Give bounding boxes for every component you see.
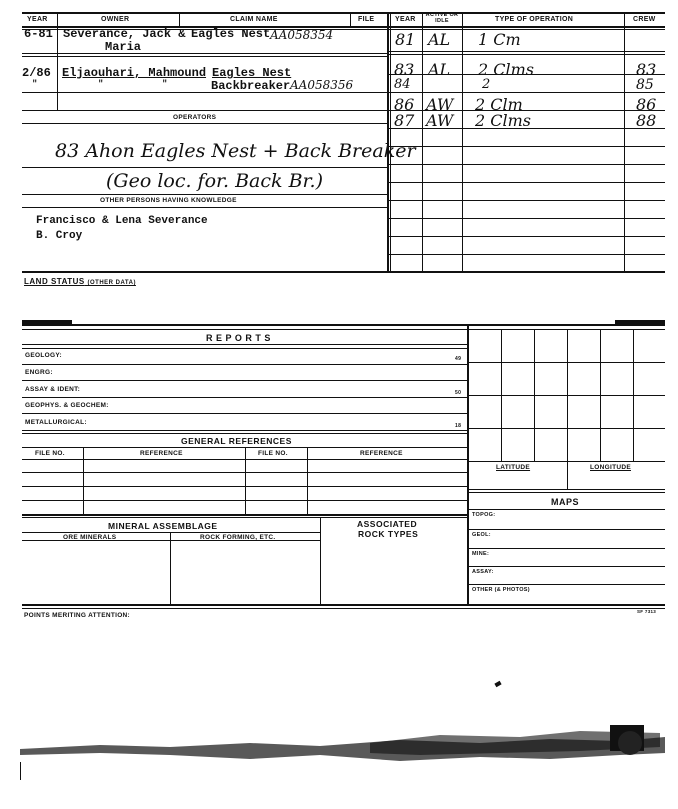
- form-number: SF 7313: [637, 609, 657, 614]
- latitude-label: LATITUDE: [496, 464, 531, 471]
- associated-label: ASSOCIATED: [357, 519, 418, 529]
- owner-row-4-owner-2: ": [162, 79, 168, 89]
- operators-line-1: 83 Ahon Eagles Nest + Back Breaker: [55, 140, 416, 162]
- op-row-1-type: 1 Cm: [478, 30, 521, 49]
- op-row-5-active: AW: [426, 111, 454, 130]
- gr-reference-header-2: REFERENCE: [360, 450, 403, 457]
- maps-topog: TOPOG:: [472, 512, 496, 518]
- op-row-4-active: AW: [426, 95, 454, 114]
- mineral-assemblage-title: MINERAL ASSEMBLAGE: [108, 521, 218, 531]
- header-owner: OWNER: [101, 16, 130, 23]
- op-row-2-active: AL: [428, 60, 451, 79]
- rock-types-label: ROCK TYPES: [358, 529, 419, 539]
- gr-reference-header: REFERENCE: [140, 450, 183, 457]
- report-geology-label: GEOLOGY:: [25, 352, 62, 359]
- op-row-2-year: 83: [394, 60, 415, 79]
- reports-title: R E P O R T S: [206, 333, 271, 343]
- report-metallurgical-label: METALLURGICAL:: [25, 419, 87, 426]
- points-meriting-attention: POINTS MERITING ATTENTION:: [24, 612, 131, 619]
- report-assay-label: ASSAY & IDENT:: [25, 386, 81, 393]
- owner-row-1-file: AA058354: [270, 28, 334, 42]
- header-crew: CREW: [633, 16, 656, 23]
- rock-forming-header: ROCK FORMING, ETC.: [200, 534, 276, 541]
- op-row-4-year: 86: [394, 95, 415, 114]
- owner-row-4-claim: Backbreaker: [211, 79, 291, 93]
- ore-minerals-header: ORE MINERALS: [63, 534, 117, 541]
- owner-row-2-owner: Maria: [105, 40, 142, 54]
- other-persons-line-2: B. Croy: [36, 230, 83, 242]
- general-references-title: GENERAL REFERENCES: [181, 436, 292, 446]
- header-active-idle: ACTIVE OR IDLE: [425, 12, 459, 24]
- owner-row-3-year: 2/86: [22, 66, 51, 80]
- owner-row-4-owner: ": [98, 79, 104, 89]
- op-row-1-active: AL: [428, 30, 451, 49]
- maps-assay: ASSAY:: [472, 569, 494, 575]
- op-row-3-crew: 85: [636, 77, 654, 93]
- operators-label: OPERATORS: [173, 114, 217, 121]
- other-persons-label: OTHER PERSONS HAVING KNOWLEDGE: [100, 197, 237, 204]
- report-engrg-label: ENGRG:: [25, 369, 53, 376]
- report-geology-num: 49: [455, 356, 462, 362]
- header-claim-name: CLAIM NAME: [230, 16, 278, 23]
- operators-line-2: (Geo loc. for. Back Br.): [106, 170, 323, 192]
- report-geophys-label: GEOPHYS. & GEOCHEM:: [25, 402, 109, 409]
- owner-row-1-year: 6-81: [24, 27, 53, 41]
- op-row-5-crew: 88: [636, 111, 657, 130]
- header-type-of-operation: TYPE OF OPERATION: [495, 16, 574, 23]
- land-status-label: LAND STATUS (OTHER DATA): [24, 277, 136, 286]
- gr-file-no-header-2: FILE NO.: [258, 450, 288, 457]
- op-row-5-year: 87: [394, 111, 415, 130]
- maps-mine: MINE:: [472, 551, 490, 557]
- header-file: FILE: [358, 16, 375, 23]
- op-row-5-type: 2 Clms: [475, 111, 532, 130]
- owner-row-1-owner: Severance, Jack &: [63, 27, 186, 41]
- scan-mark: [494, 681, 501, 687]
- maps-geol: GEOL:: [472, 532, 491, 538]
- owner-row-3-owner: Eljaouhari, Mahmound: [62, 66, 207, 80]
- maps-other: OTHER (& PHOTOS): [472, 587, 530, 593]
- longitude-label: LONGITUDE: [590, 464, 631, 471]
- scan-noise-bottom: [20, 725, 665, 770]
- report-metallurgical-num: 18: [455, 423, 462, 429]
- owner-row-4-file: AA058356: [290, 78, 354, 92]
- owner-row-1-claim: Eagles Nest: [191, 27, 271, 41]
- op-row-4-crew: 86: [636, 95, 657, 114]
- op-row-2-crew: 83: [636, 60, 657, 79]
- header-year-2: YEAR: [395, 16, 416, 23]
- owner-row-4-year: ": [32, 79, 38, 89]
- op-row-2-type: 2 Clms: [478, 60, 535, 79]
- header-year: YEAR: [27, 16, 48, 23]
- op-row-4-type: 2 Clm: [475, 95, 523, 114]
- gr-file-no-header: FILE NO.: [35, 450, 65, 457]
- op-row-3-type: 2: [482, 77, 491, 92]
- owner-row-3-claim: Eagles Nest: [212, 66, 292, 80]
- other-persons-line-1: Francisco & Lena Severance: [36, 215, 208, 227]
- report-assay-num: 50: [455, 390, 462, 396]
- op-row-3-year: 84: [394, 77, 411, 92]
- maps-title: MAPS: [551, 497, 580, 507]
- op-row-1-year: 81: [395, 30, 416, 49]
